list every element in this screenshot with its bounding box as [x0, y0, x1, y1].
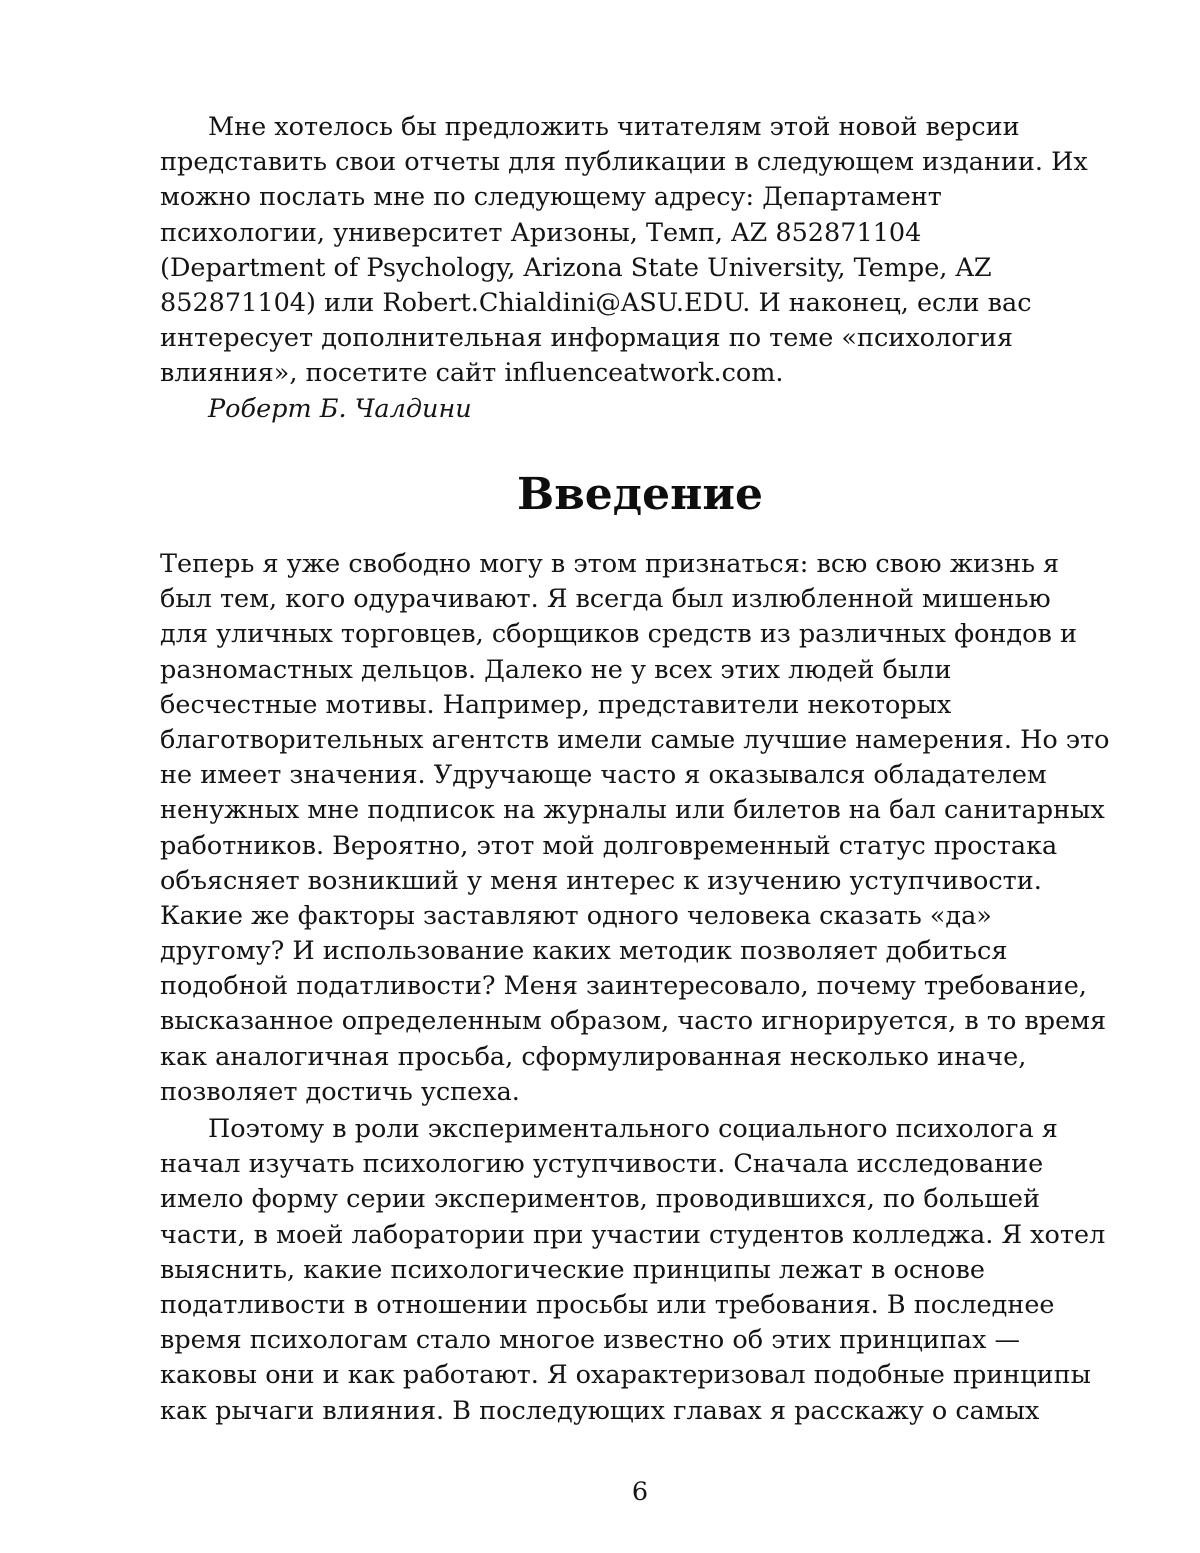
author-signature: Роберт Б. Чалдини: [208, 394, 472, 424]
paragraph-line: податливости в отношении просьбы или требования. В последнее: [160, 1289, 1055, 1320]
paragraph-line: ненужных мне подписок на журналы или билетов на бал санитарных: [160, 795, 1105, 826]
paragraph-line: начал изучать психологию уступчивости. Сначала исследование: [160, 1149, 1044, 1180]
paragraph-line: бесчестные мотивы. Например, представители некоторых: [160, 689, 952, 720]
paragraph-line: Поэтому в роли экспериментального социального психолога я: [208, 1114, 1058, 1144]
paragraph-line: влияния», посетите сайт influenceatwork.com.: [160, 358, 784, 389]
paragraph-line: имело форму серии экспериментов, проводившихся, по большей: [160, 1184, 1040, 1215]
paragraph-line: был тем, кого одурачивают. Я всегда был излюбленной мишенью: [160, 584, 1051, 615]
paragraph-line: не имеет значения. Удручающе часто я оказывался обладателем: [160, 760, 1047, 791]
paragraph-line: интересует дополнительная информация по теме «психология: [160, 323, 1013, 354]
paragraph-line: Мне хотелось бы предложить читателям этой новой версии: [208, 112, 1020, 142]
paragraph-line: другому? И использование каких методик позволяет добиться: [160, 936, 1008, 967]
paragraph-line: можно послать мне по следующему адресу: Департамент: [160, 182, 942, 213]
paragraph-line: время психологам стало многое известно об этих принципах —: [160, 1325, 1020, 1356]
intro-text: [160, 547, 1120, 1429]
paragraph-line: каковы они и как работают. Я охарактеризовал подобные принципы: [160, 1360, 1091, 1391]
paragraph-line: 852871104) или Robert.Chialdini@ASU.EDU. И наконец, если вас: [160, 287, 1032, 318]
paragraph-line: благотворительных агентств имели самые лучшие намерения. Но это: [160, 724, 1110, 755]
paragraph-line: высказанное определенным образом, часто игнорируется, в то время: [160, 1006, 1107, 1037]
paragraph-line: позволяет достичь успеха.: [160, 1076, 520, 1107]
paragraph-line: (Department of Psychology, Arizona State University, Tempe, AZ: [160, 252, 992, 283]
paragraph-line: объясняет возникший у меня интерес к изучению уступчивости.: [160, 865, 1042, 896]
paragraph-line: разномастных дельцов. Далеко не у всех этих людей были: [160, 654, 952, 685]
paragraph-line: психологии, университет Аризоны, Темп, AZ 852871104: [160, 217, 922, 248]
paragraph-line: для уличных торговцев, сборщиков средств из различных фондов и: [160, 619, 1077, 650]
paragraph-line: подобной податливости? Меня заинтересовало, почему требование,: [160, 971, 1087, 1002]
paragraph-line: как рычаги влияния. В последующих главах я расскажу о самых: [160, 1395, 1040, 1426]
intro-paragraph: [160, 1110, 1120, 1429]
page-number: 6: [631, 1477, 649, 1507]
paragraph-line: Какие же факторы заставляют одного человека сказать «да»: [160, 900, 992, 931]
paragraph-line: Теперь я уже свободно могу в этом признаться: всю свою жизнь я: [160, 549, 1060, 579]
paragraph-line: работников. Вероятно, этот мой долговременный статус простака: [160, 830, 1058, 861]
paragraph-line: выяснить, какие психологические принципы лежат в основе: [160, 1254, 985, 1285]
signature-block: [160, 392, 1120, 427]
paragraph-line: представить свои отчеты для публикации в следующем издании. Их: [160, 147, 1088, 178]
intro-paragraph: [160, 547, 1120, 1110]
paragraph-line: части, в моей лаборатории при участии студентов колледжа. Я хотел: [160, 1219, 1106, 1250]
preface-paragraph: [160, 110, 1120, 392]
section-heading: Введение: [517, 469, 763, 520]
paragraph-line: как аналогичная просьба, сформулированная несколько иначе,: [160, 1041, 1027, 1072]
